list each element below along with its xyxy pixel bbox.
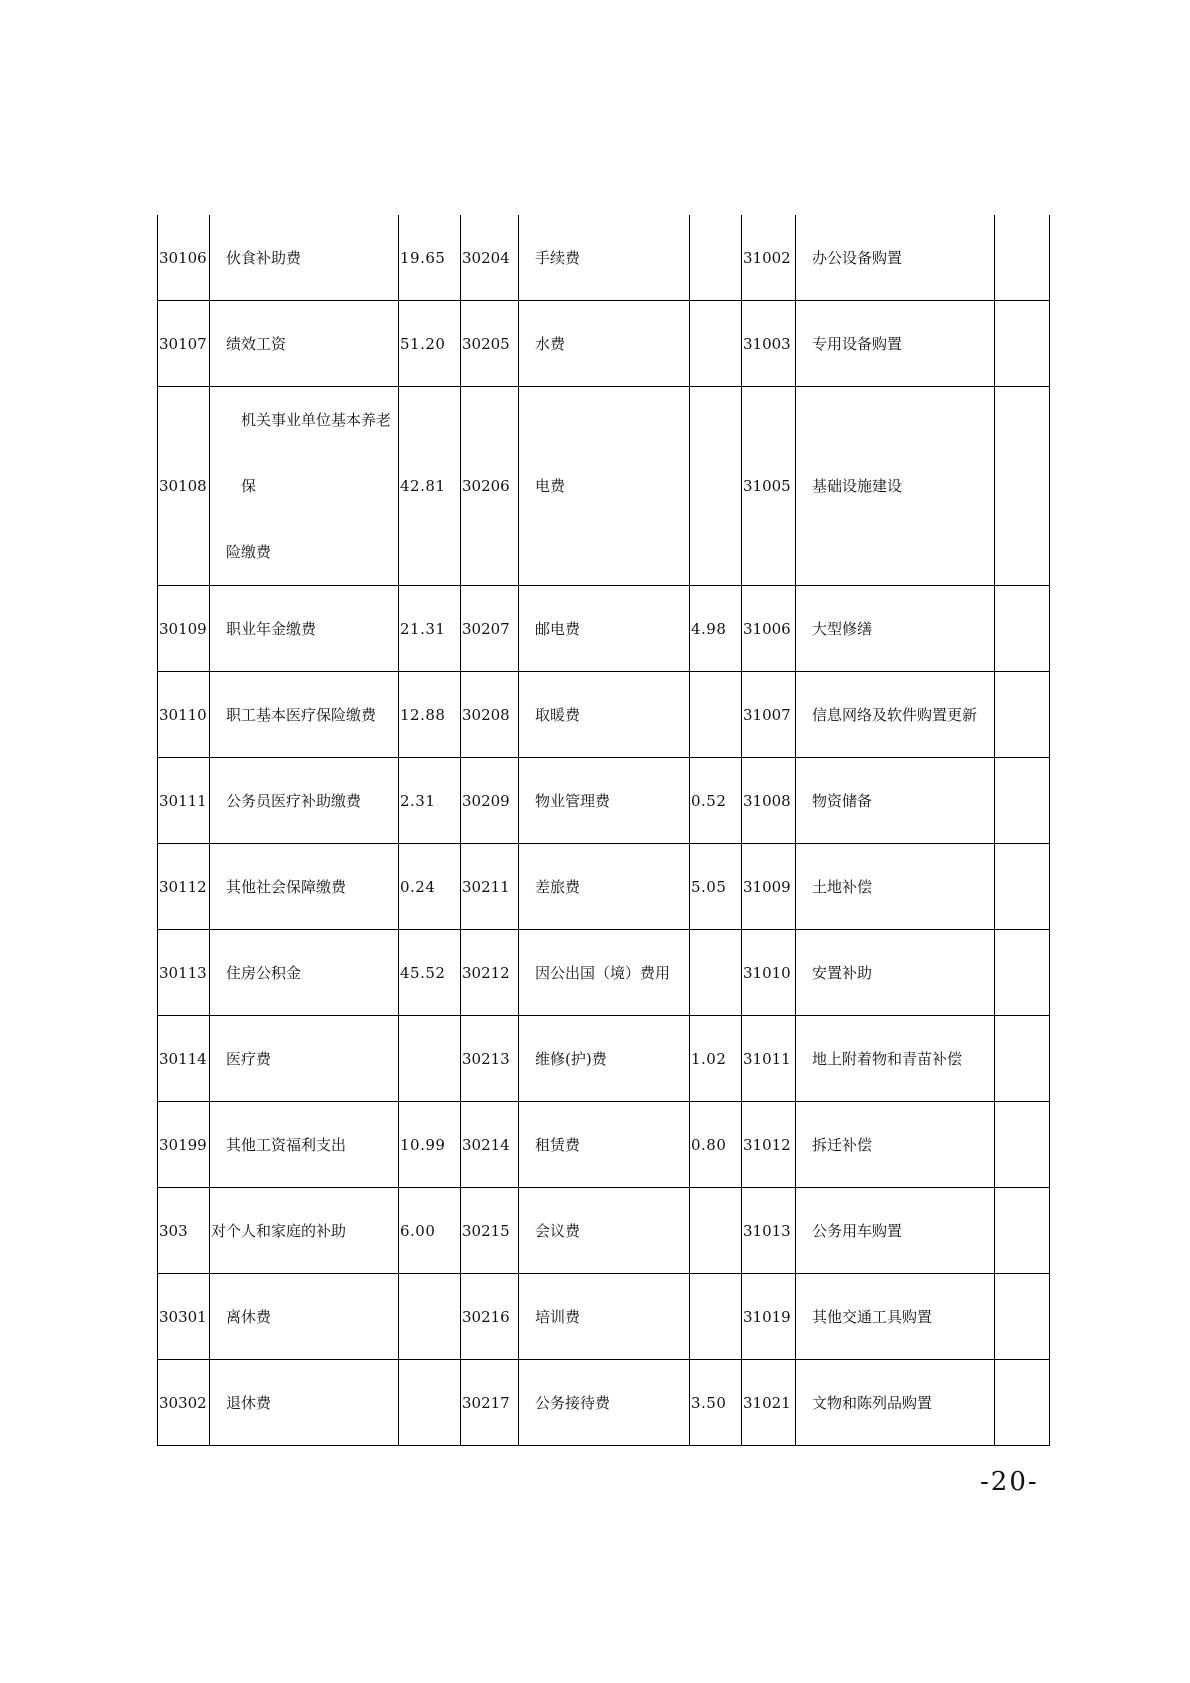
code-cell: 30214 [461, 1102, 519, 1188]
code-cell: 30216 [461, 1274, 519, 1360]
item-name-line: 险缴费 [226, 543, 272, 561]
amount-cell [399, 1360, 461, 1446]
item-name-cell: 离休费 [210, 1274, 399, 1360]
amount-cell [995, 301, 1050, 387]
code-cell: 30107 [158, 301, 210, 387]
item-name-cell: 对个人和家庭的补助 [210, 1188, 399, 1274]
amount-cell: 0.24 [399, 844, 461, 930]
item-name-cell: 专用设备购置 [796, 301, 995, 387]
item-name-cell [210, 387, 399, 586]
amount-cell: 12.88 [399, 672, 461, 758]
code-cell: 31012 [742, 1102, 796, 1188]
table-row [158, 1360, 1050, 1446]
code-cell: 30207 [461, 586, 519, 672]
table-row [158, 930, 1050, 1016]
amount-cell: 10.99 [399, 1102, 461, 1188]
item-name-cell: 公务用车购置 [796, 1188, 995, 1274]
item-name-cell: 取暖费 [519, 672, 690, 758]
amount-cell [995, 844, 1050, 930]
amount-cell: 2.31 [399, 758, 461, 844]
item-name-cell: 物资储备 [796, 758, 995, 844]
item-name-cell: 差旅费 [519, 844, 690, 930]
amount-cell [995, 215, 1050, 301]
code-cell: 30112 [158, 844, 210, 930]
code-cell: 30106 [158, 215, 210, 301]
item-name-cell: 其他交通工具购置 [796, 1274, 995, 1360]
item-name-cell: 手续费 [519, 215, 690, 301]
item-name-cell: 职工基本医疗保险缴费 [210, 672, 399, 758]
code-cell: 30212 [461, 930, 519, 1016]
item-name-cell: 伙食补助费 [210, 215, 399, 301]
code-cell: 31008 [742, 758, 796, 844]
code-cell: 31005 [742, 387, 796, 586]
code-cell: 30199 [158, 1102, 210, 1188]
table-row [158, 1102, 1050, 1188]
code-cell: 30205 [461, 301, 519, 387]
item-name-cell: 其他社会保障缴费 [210, 844, 399, 930]
amount-cell [690, 215, 742, 301]
code-cell: 30217 [461, 1360, 519, 1446]
code-cell: 30114 [158, 1016, 210, 1102]
code-cell: 31006 [742, 586, 796, 672]
amount-cell [995, 1102, 1050, 1188]
amount-cell: 45.52 [399, 930, 461, 1016]
code-cell: 31009 [742, 844, 796, 930]
amount-cell [995, 586, 1050, 672]
item-name-cell: 退休费 [210, 1360, 399, 1446]
amount-cell: 51.20 [399, 301, 461, 387]
item-name-cell: 培训费 [519, 1274, 690, 1360]
amount-cell: 4.98 [690, 586, 742, 672]
code-cell: 31019 [742, 1274, 796, 1360]
amount-cell: 42.81 [399, 387, 461, 586]
page-number: -20- [980, 1467, 1039, 1497]
table-row [158, 1274, 1050, 1360]
item-name-cell: 土地补偿 [796, 844, 995, 930]
amount-cell: 19.65 [399, 215, 461, 301]
item-name-cell: 拆迁补偿 [796, 1102, 995, 1188]
code-cell: 31010 [742, 930, 796, 1016]
item-name-cell: 电费 [519, 387, 690, 586]
code-cell: 30211 [461, 844, 519, 930]
code-cell: 30109 [158, 586, 210, 672]
item-name-cell: 因公出国（境）费用 [519, 930, 690, 1016]
amount-cell [399, 1274, 461, 1360]
amount-cell [995, 1016, 1050, 1102]
amount-cell [690, 1188, 742, 1274]
item-name-cell: 物业管理费 [519, 758, 690, 844]
item-name-cell: 水费 [519, 301, 690, 387]
item-name-cell: 租赁费 [519, 1102, 690, 1188]
item-name-cell: 基础设施建设 [796, 387, 995, 586]
code-cell: 30110 [158, 672, 210, 758]
item-name-cell: 绩效工资 [210, 301, 399, 387]
table-row [158, 672, 1050, 758]
code-cell: 30208 [461, 672, 519, 758]
amount-cell: 0.52 [690, 758, 742, 844]
amount-cell: 1.02 [690, 1016, 742, 1102]
amount-cell [690, 1274, 742, 1360]
item-name-cell: 信息网络及软件购置更新 [796, 672, 995, 758]
code-cell: 30213 [461, 1016, 519, 1102]
item-name-cell: 公务接待费 [519, 1360, 690, 1446]
code-cell: 31007 [742, 672, 796, 758]
item-name-cell: 邮电费 [519, 586, 690, 672]
amount-cell [995, 758, 1050, 844]
amount-cell: 0.80 [690, 1102, 742, 1188]
item-name-cell: 职业年金缴费 [210, 586, 399, 672]
code-cell: 303 [158, 1188, 210, 1274]
item-name-line: 机关事业单位基本养老保 [241, 411, 392, 495]
item-name-cell: 公务员医疗补助缴费 [210, 758, 399, 844]
code-cell: 30111 [158, 758, 210, 844]
amount-cell: 6.00 [399, 1188, 461, 1274]
code-cell: 30206 [461, 387, 519, 586]
budget-table [157, 215, 1050, 1446]
amount-cell [995, 1360, 1050, 1446]
table-row [158, 301, 1050, 387]
code-cell: 31003 [742, 301, 796, 387]
amount-cell [995, 1274, 1050, 1360]
code-cell: 30302 [158, 1360, 210, 1446]
code-cell: 30209 [461, 758, 519, 844]
code-cell: 30113 [158, 930, 210, 1016]
item-name-cell: 住房公积金 [210, 930, 399, 1016]
table-row [158, 387, 1050, 586]
amount-cell [995, 387, 1050, 586]
code-cell: 30215 [461, 1188, 519, 1274]
code-cell: 30108 [158, 387, 210, 586]
amount-cell: 21.31 [399, 586, 461, 672]
amount-cell [399, 1016, 461, 1102]
amount-cell: 5.05 [690, 844, 742, 930]
item-name-cell: 维修(护)费 [519, 1016, 690, 1102]
amount-cell [995, 1188, 1050, 1274]
item-name-cell: 安置补助 [796, 930, 995, 1016]
item-name-cell: 会议费 [519, 1188, 690, 1274]
code-cell: 31011 [742, 1016, 796, 1102]
amount-cell [690, 387, 742, 586]
amount-cell [690, 672, 742, 758]
table-row [158, 586, 1050, 672]
table-row [158, 844, 1050, 930]
table-row [158, 215, 1050, 301]
code-cell: 31013 [742, 1188, 796, 1274]
amount-cell [995, 672, 1050, 758]
item-name-cell: 其他工资福利支出 [210, 1102, 399, 1188]
item-name-cell: 地上附着物和青苗补偿 [796, 1016, 995, 1102]
table-row [158, 1188, 1050, 1274]
table-row [158, 1016, 1050, 1102]
code-cell: 30301 [158, 1274, 210, 1360]
amount-cell [995, 930, 1050, 1016]
code-cell: 31002 [742, 215, 796, 301]
amount-cell [690, 930, 742, 1016]
amount-cell [690, 301, 742, 387]
item-name-cell: 办公设备购置 [796, 215, 995, 301]
item-name-cell: 文物和陈列品购置 [796, 1360, 995, 1446]
code-cell: 31021 [742, 1360, 796, 1446]
table-row [158, 758, 1050, 844]
code-cell: 30204 [461, 215, 519, 301]
item-name-cell: 医疗费 [210, 1016, 399, 1102]
item-name-cell: 大型修缮 [796, 586, 995, 672]
amount-cell: 3.50 [690, 1360, 742, 1446]
